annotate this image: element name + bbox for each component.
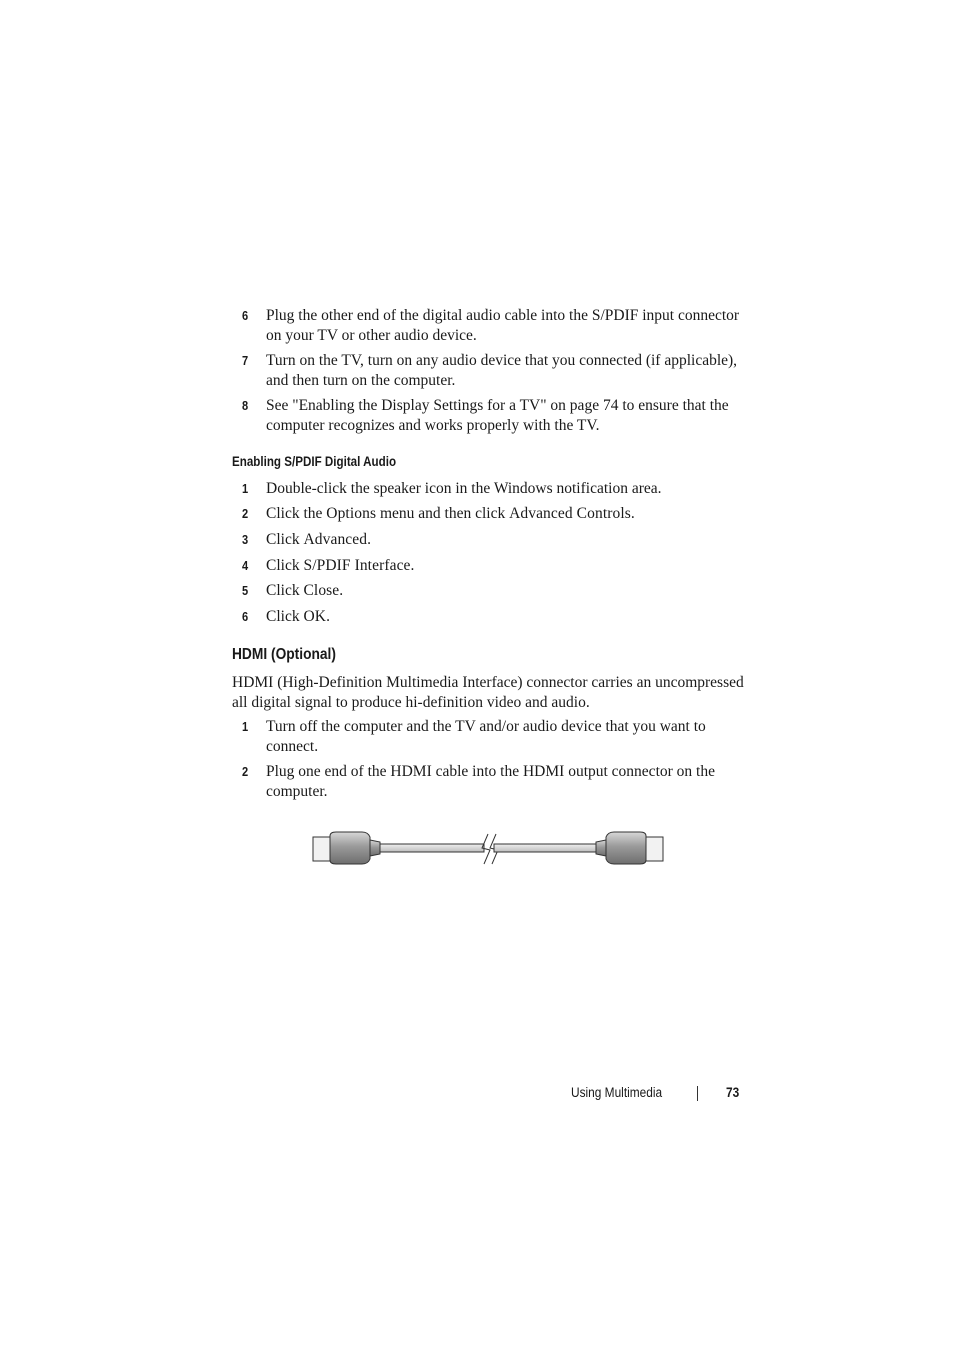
step-number: 5 xyxy=(242,583,249,598)
step-text: Double-click the speaker icon in the Windows notification area. xyxy=(266,480,662,497)
step-number: 7 xyxy=(242,353,249,368)
ui-term: OK xyxy=(303,608,327,625)
spdif-step-6 xyxy=(232,607,747,627)
step-number: 6 xyxy=(242,609,249,624)
step-number: 1 xyxy=(242,481,249,496)
hdmi-step-1 xyxy=(232,717,747,757)
step-number: 1 xyxy=(242,719,249,734)
spdif-step-1 xyxy=(232,479,747,499)
step-number: 4 xyxy=(242,558,249,573)
spdif-step-5 xyxy=(232,581,747,601)
right-plug-tip xyxy=(646,837,663,861)
hdmi-step-2 xyxy=(232,762,747,802)
step-text: Click OK. xyxy=(266,608,330,625)
step-text: Turn off the computer and the TV and/or audio device that you want to connect. xyxy=(266,718,706,755)
left-plug-tip xyxy=(313,837,330,861)
step-text: Click Close. xyxy=(266,582,344,599)
left-strain-relief xyxy=(370,840,380,856)
step-text: Click the Options menu and then click Advanced Controls. xyxy=(266,505,635,522)
cable-right-segment xyxy=(494,844,596,852)
footer-section-title: Using Multimedia xyxy=(571,1085,663,1100)
ui-term: Advanced xyxy=(303,531,368,548)
ui-term: Advanced Controls xyxy=(509,505,631,522)
section-heading-hdmi: HDMI (Optional) xyxy=(232,646,336,663)
section-heading-spdif: Enabling S/PDIF Digital Audio xyxy=(232,454,397,469)
hdmi-cable-illustration xyxy=(310,828,666,868)
step-text: Click Advanced. xyxy=(266,531,371,548)
step-number: 8 xyxy=(242,398,249,413)
cable-left-segment xyxy=(380,844,484,852)
step-number: 6 xyxy=(242,308,249,323)
step-text: Plug one end of the HDMI cable into the HDMI output connector on the computer. xyxy=(266,763,715,800)
step-number: 2 xyxy=(242,764,249,779)
step-text: See "Enabling the Display Settings for a TV" on page 74 to ensure that the computer recognizes and works properly with the TV. xyxy=(266,397,729,434)
step-number: 3 xyxy=(242,532,249,547)
ui-term: S/PDIF Interface xyxy=(303,557,411,574)
spdif-step-2 xyxy=(232,504,747,524)
right-plug-body xyxy=(606,832,646,864)
spdif-step-4 xyxy=(232,556,747,576)
step-7-top xyxy=(232,351,747,391)
step-text: Click S/PDIF Interface. xyxy=(266,557,415,574)
step-text: Turn on the TV, turn on any audio device that you connected (if applicable), and then turn on the computer. xyxy=(266,352,738,389)
footer-separator xyxy=(697,1086,698,1101)
step-6-top xyxy=(232,306,747,346)
ui-term: Options xyxy=(326,505,377,522)
step-text: Plug the other end of the digital audio cable into the S/PDIF input connector on your TV or other audio device. xyxy=(266,307,740,344)
spdif-step-3 xyxy=(232,530,747,550)
hdmi-intro-paragraph: HDMI (High-Definition Multimedia Interface) connector carries an uncompressed all digital signal to produce hi-definition video and audio. xyxy=(232,674,744,711)
page-number: 73 xyxy=(726,1085,740,1100)
left-plug-body xyxy=(330,832,370,864)
step-number: 2 xyxy=(242,506,249,521)
ui-term: Close xyxy=(303,582,340,599)
step-8-top xyxy=(232,396,747,436)
right-strain-relief xyxy=(596,840,606,856)
